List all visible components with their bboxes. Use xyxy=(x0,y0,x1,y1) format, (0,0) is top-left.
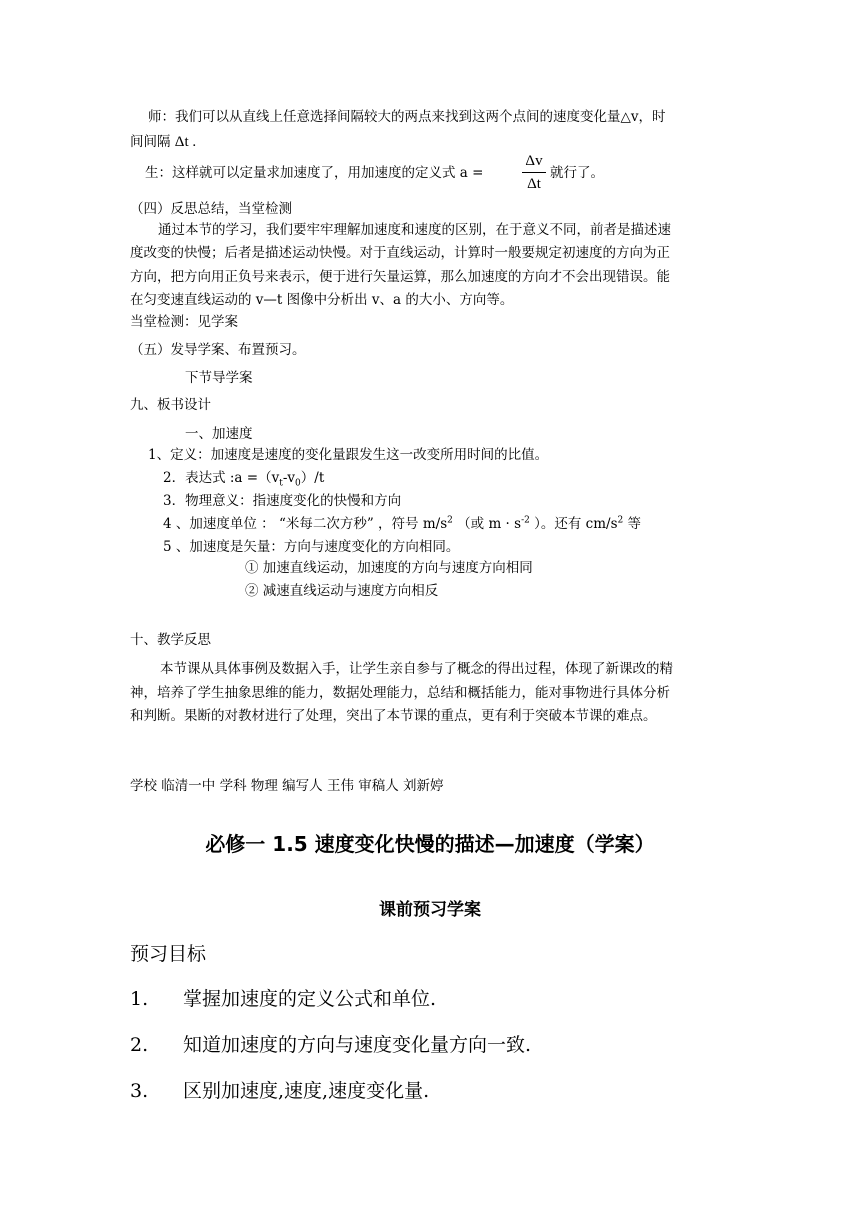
unit-d: 等 xyxy=(623,516,642,532)
expr-pre: 2．表达式 :a =（v xyxy=(163,470,280,486)
student-line-end: 就行了。 xyxy=(550,165,604,181)
next-lesson-line: 下节导学案 xyxy=(185,370,253,386)
unit-b: （或 m · s xyxy=(452,516,522,532)
goal-item xyxy=(130,1078,148,1104)
class-test-line: 当堂检测：见学案 xyxy=(130,314,238,330)
reflection-line-1: 本节课从具体事例及数据入手，让学生亲自参与了概念的得出过程，体现了新课改的精 xyxy=(160,661,673,677)
student-line: 生：这样就可以定量求加速度了，用加速度的定义式 a = xyxy=(145,165,484,181)
teacher-line: 师：我们可以从直线上任意选择间隔较大的两点来找到这两个点间的速度变化量△v，时 xyxy=(148,109,666,125)
text: 间间隔 xyxy=(130,134,171,150)
unit-sup-2: -2 xyxy=(521,515,530,526)
section-four-heading: （四）反思总结，当堂检测 xyxy=(130,201,292,217)
unit-a: 4 、加速度单位 ： “米每二次方秒” ，符号 m/s xyxy=(163,516,448,532)
reflection-line-3: 和判断。果断的对教材进行了处理，突出了本节课的重点，更有利于突破本节课的难点。 xyxy=(130,708,657,724)
summary-line-2: 度改变的快慢；后者是描述运动快慢。对于直线运动，计算时一般要规定初速度的方向为正 xyxy=(130,245,670,261)
board-unit xyxy=(163,514,641,534)
acceleration-fraction xyxy=(522,152,546,194)
expr-sub-0: 0 xyxy=(295,478,301,489)
goal-heading: 预习目标 xyxy=(130,943,207,965)
board-meaning: 3．物理意义：指速度变化的快慢和方向 xyxy=(163,493,402,509)
goal-number: 3. xyxy=(130,1080,149,1102)
goal-text: 知道加速度的方向与速度变化量方向一致. xyxy=(183,1034,532,1056)
board-vector: 5 、加速度是矢量：方向与速度变化的方向相同。 xyxy=(163,539,460,555)
section-subtitle: 课前预习学案 xyxy=(379,900,481,920)
fraction-numerator: Δv xyxy=(525,153,543,169)
section-nine-heading: 九、板书设计 xyxy=(130,397,211,413)
expr-post: ）/t xyxy=(300,470,325,486)
summary-line-1: 通过本节的学习，我们要牢牢理解加速度和速度的区别，在于意义不同，前者是描述速 xyxy=(158,222,671,238)
unit-c: ）。还有 cm/s xyxy=(529,516,618,532)
credit-line: 学校 临清一中 学科 物理 编写人 王伟 审稿人 刘新婷 xyxy=(130,778,444,794)
board-accel-case: ① 加速直线运动，加速度的方向与速度方向相同 xyxy=(245,560,533,576)
board-decel-case: ② 减速直线运动与速度方向相反 xyxy=(245,583,439,599)
section-ten-heading: 十、教学反思 xyxy=(130,632,211,648)
goal-item xyxy=(130,1032,148,1058)
summary-line-3: 方向，把方向用正负号来表示，便于进行矢量运算，那么加速度的方向才不会出现错误。能 xyxy=(130,269,670,285)
fraction-denominator: Δt xyxy=(527,176,541,192)
unit-sup-1: 2 xyxy=(447,515,453,526)
board-heading: 一、加速度 xyxy=(185,426,253,442)
expr-sub-t: t xyxy=(279,478,283,489)
goal-item xyxy=(130,986,148,1012)
section-five-heading: （五）发导学案、布置预习。 xyxy=(130,342,306,358)
summary-line-4: 在匀变速直线运动的 v—t 图像中分析出 v、a 的大小、方向等。 xyxy=(130,292,514,308)
teacher-line-cont xyxy=(130,132,196,152)
unit-sup-3: 2 xyxy=(617,515,624,526)
delta-t: Δt . xyxy=(174,134,197,150)
reflection-line-2: 神，培养了学生抽象思维的能力，数据处理能力，总结和概括能力，能对事物进行具体分析 xyxy=(130,685,670,701)
fraction-bar xyxy=(522,172,546,173)
goal-text: 区别加速度,速度,速度变化量. xyxy=(183,1080,430,1102)
goal-number: 1. xyxy=(130,988,149,1010)
board-expression xyxy=(163,468,324,488)
expr-mid: -v xyxy=(282,470,296,486)
board-definition: 1、定义：加速度是速度的变化量跟发生这一改变所用时间的比值。 xyxy=(148,447,549,463)
goal-number: 2. xyxy=(130,1034,149,1056)
goal-text: 掌握加速度的定义公式和单位. xyxy=(183,988,437,1010)
page-title: 必修一 1.5 速度变化快慢的描述—加速度（学案） xyxy=(205,832,655,856)
